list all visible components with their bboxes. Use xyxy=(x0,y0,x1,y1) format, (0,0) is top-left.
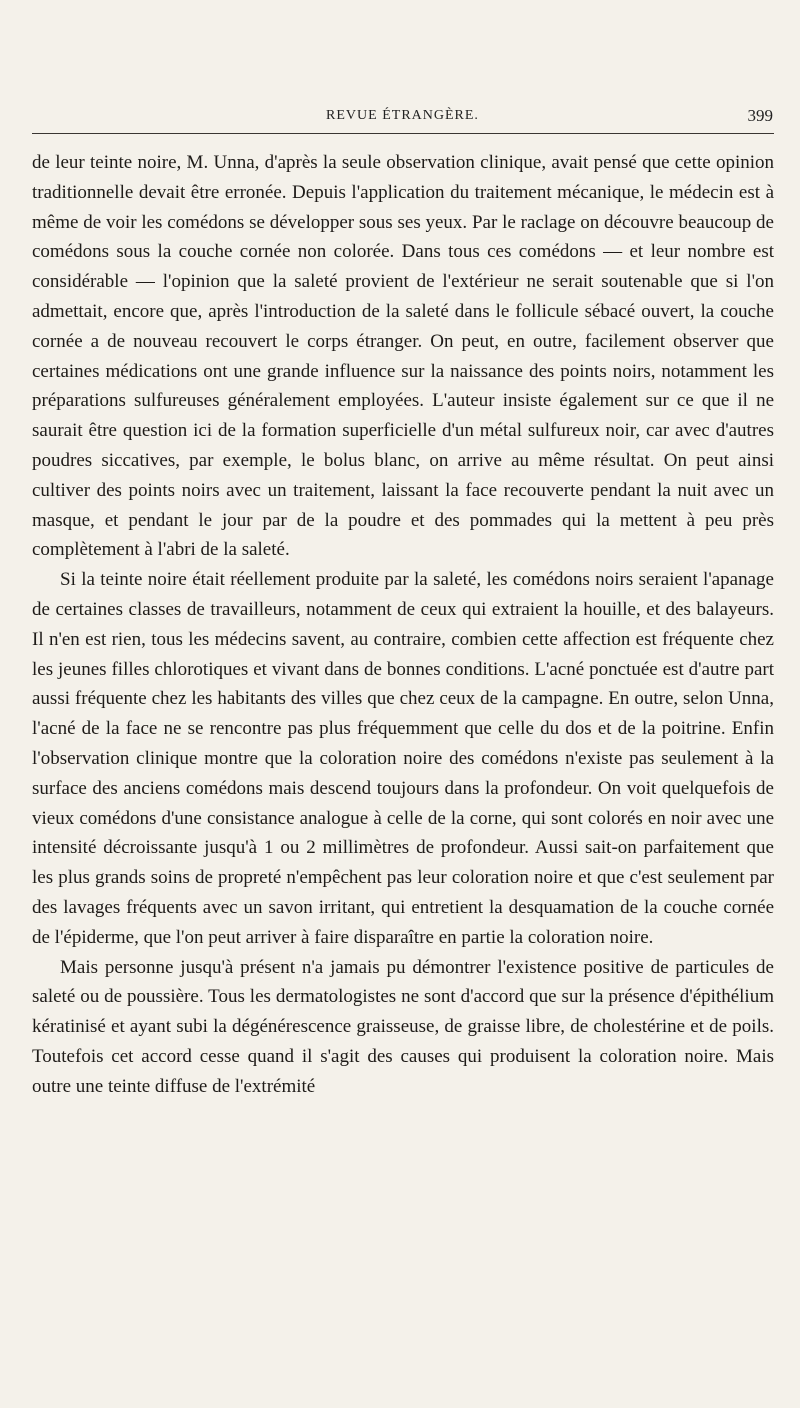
running-title: REVUE ÉTRANGÈRE. xyxy=(326,108,479,123)
header-rule xyxy=(32,133,774,134)
paragraph-2: Si la teinte noire était réellement produite par la saleté, les comédons noirs seraient l'apanage de certaines classes de travailleurs, notamment de ceux qui extraient la houille, et des balayeurs. Il n'en est rien, tous les médecins savent, au contraire, combien cette affection est fréquente chez les jeunes filles chlorotiques et vivant dans de bonnes conditions. L'acné ponctuée est d'autre part aussi fréquente chez les habitants des villes que chez ceux de la campagne. En outre, selon Unna, l'acné de la face ne se rencontre pas plus fréquemment que celle du dos et de la poitrine. Enfin l'observation clinique montre que la coloration noire des comédons n'existe pas seulement à la surface des anciens comédons mais descend toujours dans la profondeur. On voit quelquefois de vieux comédons d'une consistance analogue à celle de la corne, qui sont colorés en noir avec une intensité décroissante jusqu'à 1 ou 2 millimètres de profondeur. Aussi sait-on parfaitement que les plus grands soins de propreté n'empêchent pas leur coloration noire et que c'est seulement par des lavages fréquents avec un savon irritant, qui entretient la desquamation de la couche cornée de l'épiderme, que l'on peut arriver à faire disparaître en partie la coloration noire. xyxy=(32,569,774,948)
paragraph-1: de leur teinte noire, M. Unna, d'après la seule observation clinique, avait pensé que cette opinion traditionnelle devait être erronée. Depuis l'application du traitement mécanique, le médecin est à même de voir les comédons se développer sous ses yeux. Par le raclage on découvre beaucoup de comédons sous la couche cornée non colorée. Dans tous ces comédons — et leur nombre est considérable — l'opinion que la saleté provient de l'extérieur ne serait soutenable que si l'on admettait, encore que, après l'introduction de la saleté dans le follicule sébacé ouvert, la couche cornée a de nouveau recouvert le corps étranger. On peut, en outre, facilement observer que certaines médications ont une grande influence sur la naissance des points noirs, notamment les préparations sulfureuses généralement employées. L'auteur insiste également sur ce que il ne saurait être question ici de la formation superficielle d'un métal sulfureux noir, car avec d'autres poudres siccatives, par exemple, le bolus blanc, on arrive au même résultat. On peut ainsi cultiver des points noirs avec un traitement, laissant la face recouverte pendant la nuit avec un masque, et pendant le jour par de la poudre et des pommades qui la mettent à peu près complètement à l'abri de la saleté. xyxy=(32,152,774,561)
page-header xyxy=(30,108,775,132)
body-text xyxy=(32,148,774,1102)
page-number: 399 xyxy=(747,106,773,125)
paragraph-3: Mais personne jusqu'à présent n'a jamais pu démontrer l'existence positive de particules de saleté ou de poussière. Tous les dermatologistes ne sont d'accord que sur la présence d'épithélium kératinisé et ayant subi la dégénérescence graisseuse, de graisse libre, de cholestérine et de poils. Toutefois cet accord cesse quand il s'agit des causes qui produisent la coloration noire. Mais outre une teinte diffuse de l'extrémité xyxy=(32,956,774,1097)
